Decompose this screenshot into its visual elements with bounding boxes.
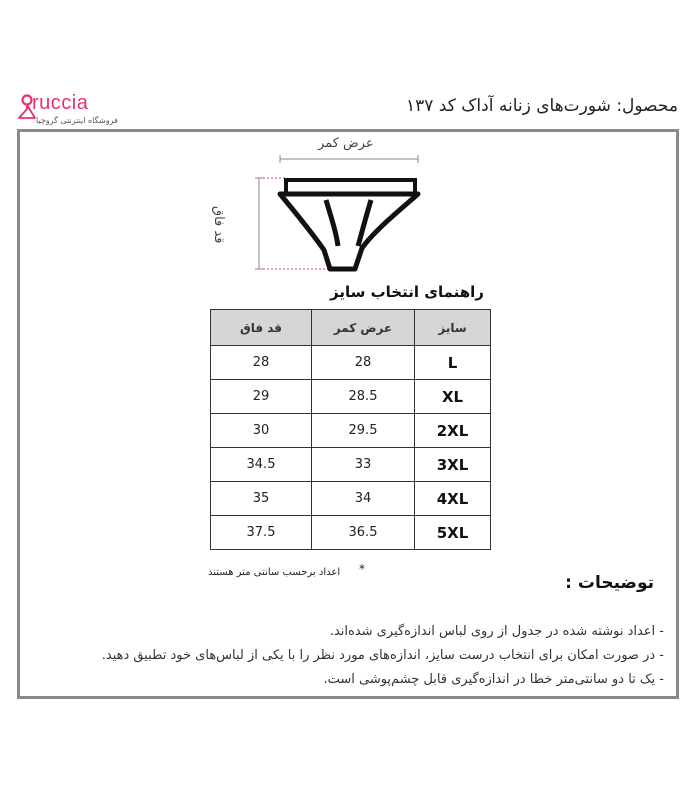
- crotch-cell: 35: [211, 482, 312, 516]
- table-row: [211, 516, 491, 550]
- underwear-diagram: [250, 150, 430, 275]
- table-row: [211, 380, 491, 414]
- brand-logo[interactable]: [18, 92, 148, 132]
- size-cell: XL: [415, 380, 491, 414]
- header-size: سایز: [415, 310, 491, 346]
- note-asterisk: *: [359, 562, 365, 576]
- waist-cell: 34: [312, 482, 415, 516]
- list-item: - یک تا دو سانتی‌متر خطا در اندازه‌گیری قابل چشم‌پوشی است.: [102, 668, 664, 692]
- product-title: محصول: شورت‌های زنانه آداک کد ۱۳۷: [405, 96, 678, 116]
- size-table-header: [211, 310, 491, 346]
- size-cell: 5XL: [415, 516, 491, 550]
- size-cell: 2XL: [415, 414, 491, 448]
- list-item: - در صورت امکان برای انتخاب درست سایز، اندازه‌های مورد نظر را با یکی از لباس‌های خود تطبیق دهید.: [102, 644, 664, 668]
- crotch-cell: 34.5: [211, 448, 312, 482]
- units-note: اعداد برحسب سانتی متر هستند: [208, 567, 341, 578]
- crotch-cell: 28: [211, 346, 312, 380]
- crotch-cell: 30: [211, 414, 312, 448]
- waist-cell: 29.5: [312, 414, 415, 448]
- waist-cell: 28.5: [312, 380, 415, 414]
- waist-width-label: عرض کمر: [318, 136, 374, 151]
- underwear-body: [280, 194, 418, 269]
- size-guide-title: راهنمای انتخاب سایز: [330, 283, 484, 301]
- header-waist: عرض کمر: [312, 310, 415, 346]
- waist-cell: 33: [312, 448, 415, 482]
- description-heading: توضیحات :: [565, 573, 654, 593]
- brand-name: ruccia: [32, 92, 89, 114]
- crotch-length-label: قد فاق: [211, 206, 226, 244]
- size-cell: 4XL: [415, 482, 491, 516]
- list-item: - اعداد نوشته شده در جدول از روی لباس اندازه‌گیری شده‌اند.: [102, 620, 664, 644]
- table-row: [211, 414, 491, 448]
- size-table: [210, 309, 491, 550]
- brand-tagline: فروشگاه اینترنتی گروچیا: [36, 116, 118, 125]
- header-crotch: قد فاق: [211, 310, 312, 346]
- waist-cell: 36.5: [312, 516, 415, 550]
- size-cell: L: [415, 346, 491, 380]
- description-list: [102, 620, 664, 692]
- crotch-cell: 37.5: [211, 516, 312, 550]
- size-cell: 3XL: [415, 448, 491, 482]
- table-row: [211, 346, 491, 380]
- table-row: [211, 482, 491, 516]
- crotch-cell: 29: [211, 380, 312, 414]
- table-row: [211, 448, 491, 482]
- waist-cell: 28: [312, 346, 415, 380]
